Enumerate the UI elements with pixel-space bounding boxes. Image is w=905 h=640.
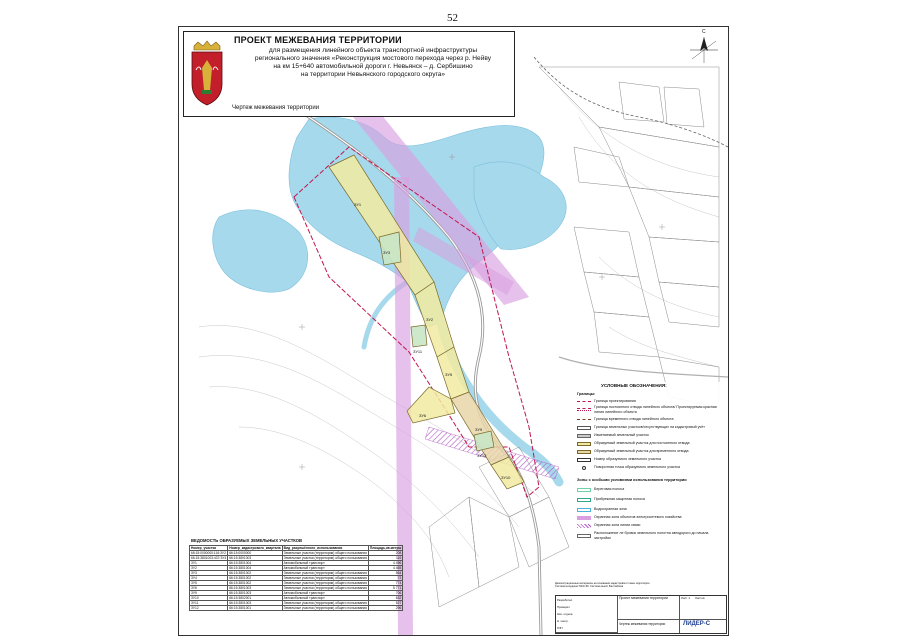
table-cell: 208 [368, 551, 402, 556]
table-cell: ЗУ5 [190, 581, 228, 586]
parcels-table-block [187, 538, 402, 628]
legend-label: Охранная зона объектов электросетевого хозяйства [594, 515, 682, 520]
legend-label: Береговая полоса [594, 487, 625, 492]
table-cell: 632 [368, 596, 402, 601]
table-cell: 66:15:3802001 [228, 596, 282, 601]
parcel-zu6 [407, 387, 455, 423]
stamp-role: Нач. отдела [557, 612, 573, 616]
subtitle-line: на км 15+640 автомобильной дороги г. Невьянск – д. Сербишино [273, 63, 473, 70]
legend-label: Граница постоянного отвода линейного объекта/ Проектируемая красная линия линейного объекта [594, 405, 717, 414]
reservoir-west-arm [213, 210, 308, 292]
table-cell: ЗУ12 [190, 606, 228, 611]
table-cell: 66:15:3801002 [228, 576, 282, 581]
table-cell: Земельные участки (территории) общего пользования [283, 581, 367, 585]
document-title: ПРОЕКТ МЕЖЕВАНИЯ ТЕРРИТОРИИ [234, 35, 402, 45]
legend-swatch [577, 524, 591, 528]
map-label-zu1: ЗУ1 [354, 202, 362, 207]
legend-item [577, 464, 719, 471]
column-header: Номер_участка [190, 546, 228, 551]
table-cell: 66:15:3801004 [228, 566, 282, 571]
table-cell: Автомобильный транспорт [282, 566, 368, 571]
map-label-zu12: ЗУ12 [477, 453, 487, 458]
legend-item [577, 406, 719, 413]
legend-label: Поворотная точка образуемого земельного участка [594, 465, 680, 470]
table-cell: ЗУ9 [190, 591, 228, 596]
legend-item [577, 440, 719, 447]
table-cell: Земельные участки (территории) общего пользования [283, 556, 367, 560]
legend-label: Граница проектирования [594, 399, 636, 404]
compass-icon [684, 33, 724, 67]
north-arrow [684, 29, 724, 67]
stamp-role: Н. контр. [557, 619, 569, 623]
table-cell: Земельные участки (территории) общего пользования [283, 586, 367, 590]
stamp-sheet-info [681, 596, 705, 600]
table-cell: ЗУ10 [190, 596, 228, 601]
table-cell: Автомобильный транспорт [282, 596, 368, 601]
legend-label: Граница земельных участков/отсутствующих на кадастровый учёт [594, 425, 705, 430]
parcels-table [189, 545, 403, 611]
stamp-sheets-label: Листов [694, 596, 705, 600]
legend [574, 382, 724, 562]
table-cell: Автомобильный транспорт [282, 591, 368, 596]
legend-zone-item [577, 506, 719, 513]
title-stamp [555, 582, 725, 632]
legend-label: Изменяемый земельный участок [594, 433, 649, 438]
local-road [559, 357, 728, 377]
column-header: Вид_разрешённого_использования [282, 546, 368, 551]
subtitle-line: для размещения линейного объекта транспортной инфраструктуры [268, 47, 478, 54]
company-logo: ЛИДЕР-С [683, 621, 711, 627]
table-cell: 527 [368, 601, 402, 606]
legend-item [577, 416, 719, 423]
legend-swatch [577, 450, 591, 454]
stamp-sheet-value: 1 [688, 596, 691, 600]
stamp-role: Проверил [557, 605, 570, 609]
legend-zones-heading: Зоны с особыми условиями использования территории [577, 477, 687, 482]
page-number: 52 [447, 12, 458, 24]
legend-zone-item [577, 522, 719, 529]
stamp-sheet-label: Лист [681, 596, 688, 600]
stamp-grid [555, 595, 727, 634]
north-label: С [702, 29, 706, 35]
table-cell: ЗУ11 [190, 601, 228, 606]
table-cell: 66:15:0000000:116:ЗУ2 [191, 551, 226, 555]
column-header: Площадь,кв.метры [369, 546, 402, 550]
table-cell: 66:15:3801003 [228, 586, 282, 591]
legend-swatch [577, 434, 591, 438]
stamp-project: Проект межевания территории [619, 596, 668, 600]
legend-zone-item [577, 486, 719, 493]
column-header: Номер_кадастрового_квартала [229, 546, 281, 550]
table-row [190, 606, 403, 611]
legend-swatch [577, 408, 591, 411]
legend-title: УСЛОВНЫЕ ОБОЗНАЧЕНИЯ: [601, 383, 667, 388]
table-cell: 66:15:3801003:437:ЗУ4 [191, 556, 227, 560]
table-cell: 5 771 [368, 586, 402, 591]
parcel-zu12 [474, 431, 494, 451]
legend-swatch [577, 458, 591, 462]
table-cell: 4 465 [368, 566, 402, 571]
parcel-zu11 [411, 325, 427, 347]
table-cell: Автомобильный транспорт [282, 561, 368, 566]
legend-item [577, 432, 719, 439]
stamp-drawing: Чертеж межевания территории [619, 622, 666, 626]
legend-swatch [577, 498, 591, 502]
table-cell: 564 [368, 571, 402, 576]
legend-zone-item [577, 496, 719, 503]
table-cell: Земельные участки (территории) общего пользования [283, 551, 367, 555]
legend-item [577, 424, 719, 431]
legend-swatch [577, 516, 591, 520]
legend-swatch [577, 534, 591, 538]
map-label-zu11: ЗУ11 [413, 349, 423, 354]
table-cell: 66:15:3801003 [228, 601, 282, 606]
table-cell: ЗУ6 [190, 586, 228, 591]
table-cell: ЗУ3 [190, 571, 228, 576]
subtitle-line: регионального значения «Реконструкция мостового перехода через р. Нейву [254, 55, 492, 62]
table-cell: Земельные участки (территории) общего пользования [283, 576, 367, 580]
legend-swatch [577, 488, 591, 492]
map-label-zu5: ЗУ5 [445, 372, 453, 377]
map-label-zu2: ЗУ2 [426, 317, 434, 322]
stamp-note: Демонстрационные материалы на основании кадастрового плана территории [555, 582, 650, 585]
map-label-zu10: ЗУ10 [501, 475, 511, 480]
table-cell: 66:15:3801004 [228, 561, 282, 566]
legend-item [577, 456, 719, 463]
stamp-role: ГИП [557, 626, 563, 630]
title-block [183, 31, 515, 117]
document-subtitle [232, 47, 514, 79]
legend-zone-item [577, 532, 719, 539]
legend-boundaries-heading: Границы: [577, 391, 596, 396]
table-cell: 116 [368, 556, 402, 561]
legend-swatch [582, 466, 586, 470]
legend-label: Граница временного отвода линейного объекта [594, 417, 674, 422]
table-cell: 72 [368, 576, 402, 581]
subtitle-line: на территории Невьянского городского округа» [300, 71, 446, 78]
table-cell: 66:15:3801001 [228, 606, 282, 611]
table-cell: ЗУ4 [190, 576, 228, 581]
legend-label: Прибрежная защитная полоса [594, 497, 645, 502]
table-cell: ЗУ1 [190, 561, 228, 566]
legend-label: Номер образуемого земельного участка [594, 457, 662, 462]
legend-label: Расположение ле бровок земельного полотна автодороги до начала застройки [594, 531, 709, 540]
map-label-zu6: ЗУ6 [419, 413, 427, 418]
railway [534, 57, 728, 147]
drawing-name: Чертеж межевания территории [232, 105, 320, 111]
legend-zone-item [577, 514, 719, 521]
table-cell: 66:15:3801003 [228, 591, 282, 596]
table-title: ВЕДОМОСТЬ ОБРАЗУЕМЫХ ЗЕМЕЛЬНЫХ УЧАСТКОВ [191, 538, 303, 543]
coat-of-arms-icon [190, 40, 224, 106]
map-label-zu9: ЗУ9 [475, 427, 483, 432]
legend-label: Образуемый земельный участок для постоянного отвода [594, 441, 690, 446]
table-cell: 296 [368, 606, 402, 611]
table-cell: 774 [368, 581, 402, 586]
legend-swatch [577, 508, 591, 512]
legend-label: Водоохранная зона [594, 507, 627, 512]
table-cell: 66:15:3801002 [228, 571, 282, 576]
table-cell: Земельные участки (территории) общего пользования [283, 606, 367, 610]
table-cell: 66:15:3801003 [228, 556, 282, 561]
table-cell: 66:15:3801002 [228, 581, 282, 586]
legend-swatch [577, 419, 591, 420]
table-cell: ЗУ2 [190, 566, 228, 571]
map-label-zu3: ЗУ3 [383, 250, 391, 255]
table-cell: 66:15:0000000 [228, 551, 282, 556]
legend-item [577, 448, 719, 455]
legend-item [577, 398, 719, 405]
legend-swatch [577, 401, 591, 402]
stamp-notes [555, 582, 725, 594]
legend-label: Охранная зона линии связи [594, 523, 641, 528]
legend-label: Образуемый земельный участок для временного отвода [594, 449, 689, 454]
table-cell: Земельные участки (территории) общего пользования [283, 571, 367, 575]
map-sheet [178, 26, 729, 636]
stamp-role: Разработал [557, 598, 573, 602]
table-cell: 4 496 [368, 561, 402, 566]
legend-swatch [577, 442, 591, 446]
table-cell: 706 [368, 591, 402, 596]
stamp-note: Система координат МСК-66; Система высот Балтийская [555, 585, 624, 588]
legend-swatch [577, 426, 591, 430]
table-cell: Земельные участки (территории) общего пользования [283, 601, 367, 605]
